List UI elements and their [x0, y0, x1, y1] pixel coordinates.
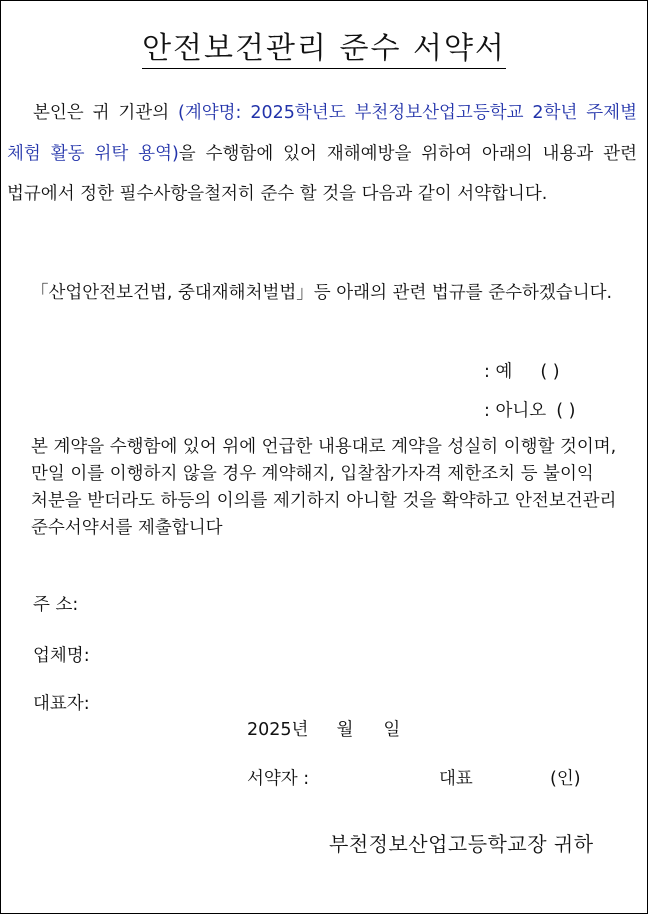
date-day: 일 — [383, 720, 401, 740]
signer-seal-label: (인) — [550, 769, 581, 789]
signer-rep-label: 대표 — [439, 769, 473, 789]
option-yes-checkbox[interactable]: ( ) — [540, 362, 560, 382]
date-month: 월 — [336, 720, 354, 740]
signer-label: 서약자 : — [247, 769, 310, 789]
option-no[interactable] — [484, 397, 575, 422]
addressee: 부천정보산업고등학교장 귀하 — [329, 832, 594, 856]
pledge-paragraph: 본 계약을 수행함에 있어 위에 언급한 내용대로 계약을 성실히 이행할 것이며, 만일 이를 이행하지 않을 경우 계약해지, 입찰참가자격 제한조치 등 불이익 처분을 받더라도 하등의 이의를 제기하지 아니할 것을 확약하고 안전보건관리 준수서약서를 제출합니다 — [31, 437, 617, 538]
contract-name: (계약명: 2025학년도 부천정보산업고등학교 2학년 주제별 체험 활동 위탁 용역) — [7, 103, 637, 164]
document-title: 안전보건관리 준수 서약서 — [1, 23, 647, 67]
intro-part1: 본인은 귀 기관의 — [33, 103, 179, 123]
representative-field-label: 대표자: — [33, 694, 90, 714]
company-field-label: 업체명: — [33, 646, 90, 666]
address-field-label: 주 소: — [33, 595, 79, 615]
intro-part2: 을 수행함에 있어 재해예방을 위하여 아래의 내용과 관련 법규에서 정한 필수사항을철저히 준수 할 것을 다음과 같이 서약합니다. — [7, 143, 637, 204]
date-line — [247, 716, 400, 741]
date-year: 2025년 — [247, 720, 309, 740]
option-no-checkbox[interactable]: ( ) — [556, 401, 576, 421]
option-yes-label: : 예 — [484, 362, 513, 382]
option-no-label: : 아니오 — [484, 401, 547, 421]
compliance-statement: 「산업안전보건법, 중대재해처벌법」등 아래의 관련 법규를 준수하겠습니다. — [31, 283, 613, 303]
option-yes[interactable] — [484, 358, 560, 383]
intro-paragraph — [7, 93, 637, 215]
